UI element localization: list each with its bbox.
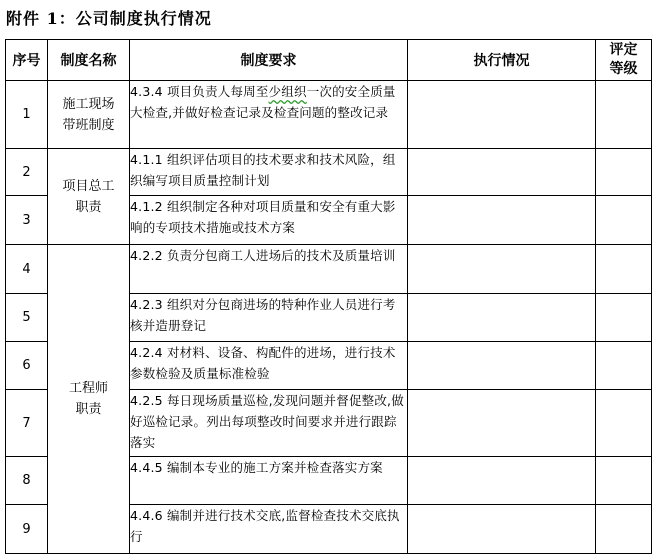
row-execution-cell[interactable] bbox=[408, 457, 596, 505]
group-name-line1: 项目总工 bbox=[62, 178, 115, 194]
row-seq: 6 bbox=[6, 342, 48, 390]
row-execution-cell[interactable] bbox=[408, 149, 596, 196]
row-execution-cell[interactable] bbox=[408, 196, 596, 245]
group-name-line2: 带班制度 bbox=[62, 117, 115, 133]
header-grade-line1: 评定 bbox=[609, 42, 638, 58]
row-execution-cell[interactable] bbox=[408, 245, 596, 294]
row-requirement bbox=[130, 81, 408, 149]
group-name-line1: 施工现场 bbox=[62, 96, 115, 112]
header-grade-line2: 等级 bbox=[609, 61, 638, 77]
row-requirement: 4.4.5 编制本专业的施工方案并检查落实方案 bbox=[130, 457, 408, 505]
row-requirement: 4.2.5 每日现场质量巡检,发现问题并督促整改,做好巡检记录。列出每项整改时间要求并进行跟踪落实 bbox=[130, 390, 408, 457]
row-requirement-part-a: 4.3.4 项目负责人每周至 bbox=[130, 84, 269, 99]
row-grade-cell[interactable] bbox=[596, 294, 652, 342]
row-grade-cell[interactable] bbox=[596, 457, 652, 505]
header-execution: 执行情况 bbox=[408, 40, 596, 81]
header-name: 制度名称 bbox=[48, 40, 130, 81]
header-row bbox=[6, 40, 652, 81]
group-name-2 bbox=[48, 149, 130, 245]
group-name-line2: 职责 bbox=[75, 402, 102, 417]
row-seq: 3 bbox=[6, 196, 48, 245]
group-name-3 bbox=[48, 245, 130, 554]
row-grade-cell[interactable] bbox=[596, 342, 652, 390]
row-requirement-underlined: 少组织 bbox=[268, 84, 307, 99]
row-grade-cell[interactable] bbox=[596, 245, 652, 294]
header-seq: 序号 bbox=[6, 40, 48, 81]
row-seq: 8 bbox=[6, 457, 48, 505]
row-requirement-part-b: 一次的安全质量大检查,并做好检查记录及检查问题的整改记录 bbox=[130, 84, 396, 120]
table-row bbox=[6, 81, 652, 149]
row-seq: 7 bbox=[6, 390, 48, 457]
row-seq: 4 bbox=[6, 245, 48, 294]
row-requirement: 4.2.3 组织对分包商进场的特种作业人员进行考核并造册登记 bbox=[130, 294, 408, 342]
row-execution-cell[interactable] bbox=[408, 342, 596, 390]
header-grade bbox=[596, 40, 652, 81]
row-seq: 5 bbox=[6, 294, 48, 342]
row-requirement: 4.2.4 对材料、设备、构配件的进场，进行技术参数检验及质量标准检验 bbox=[130, 342, 408, 390]
row-seq: 1 bbox=[6, 81, 48, 149]
table-row bbox=[6, 245, 652, 294]
row-seq: 2 bbox=[6, 149, 48, 196]
page-title: 附件 1：公司制度执行情况 bbox=[6, 9, 212, 28]
row-requirement: 4.1.1 组织评估项目的技术要求和技术风险，组织编写项目质量控制计划 bbox=[130, 149, 408, 196]
row-grade-cell[interactable] bbox=[596, 390, 652, 457]
row-grade-cell[interactable] bbox=[596, 149, 652, 196]
row-grade-cell[interactable] bbox=[596, 196, 652, 245]
header-requirement: 制度要求 bbox=[130, 40, 408, 81]
row-execution-cell[interactable] bbox=[408, 294, 596, 342]
row-execution-cell[interactable] bbox=[408, 81, 596, 149]
row-seq: 9 bbox=[6, 505, 48, 554]
row-grade-cell[interactable] bbox=[596, 81, 652, 149]
row-execution-cell[interactable] bbox=[408, 505, 596, 554]
table-row bbox=[6, 149, 652, 196]
group-name-line2: 职责 bbox=[75, 199, 102, 215]
row-requirement: 4.4.6 编制并进行技术交底,监督检查技术交底执行 bbox=[130, 505, 408, 554]
policy-execution-table bbox=[5, 39, 652, 554]
group-name-1 bbox=[48, 81, 130, 149]
group-name-line1: 工程师 bbox=[68, 381, 108, 396]
row-execution-cell[interactable] bbox=[408, 390, 596, 457]
row-requirement: 4.1.2 组织制定各种对项目质量和安全有重大影响的专项技术措施或技术方案 bbox=[130, 196, 408, 245]
row-requirement: 4.2.2 负责分包商工人进场后的技术及质量培训 bbox=[130, 245, 408, 294]
row-grade-cell[interactable] bbox=[596, 505, 652, 554]
